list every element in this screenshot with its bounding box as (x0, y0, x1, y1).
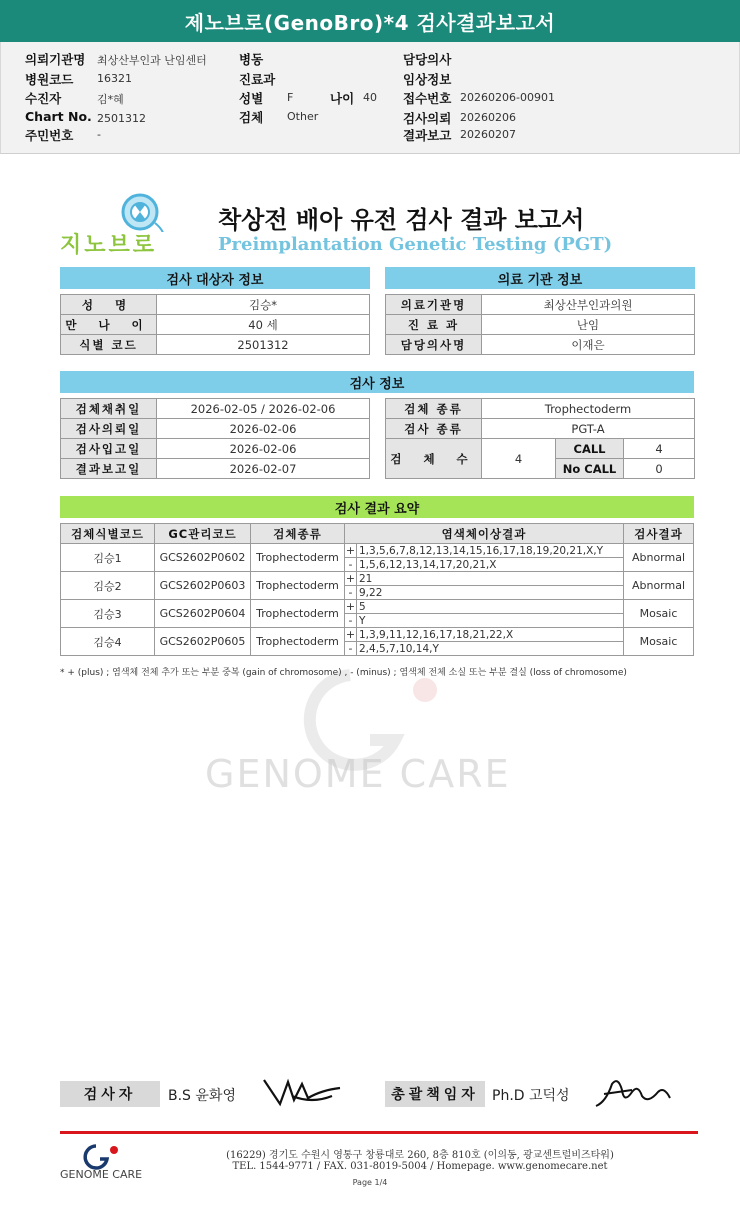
institution-info-table (385, 294, 695, 355)
ward-label: 병동 (239, 52, 264, 67)
count-row-call (386, 439, 695, 459)
footer-divider (60, 1131, 698, 1134)
institution-value: 최상산부인과 난임센터 (97, 54, 207, 67)
subject-info-heading: 검사 대상자 정보 (60, 267, 370, 289)
page-number: Page 1/4 (352, 1178, 388, 1187)
subject-age-value: 40 세 (157, 315, 370, 335)
result-cell: Abnormal (624, 572, 694, 600)
specimen-value: Other (287, 110, 319, 123)
subject-id-value: 2501312 (157, 335, 370, 355)
call-label: CALL (556, 439, 624, 459)
specimen-type-cell: Trophectoderm (251, 572, 345, 600)
institution-doctor-row (386, 335, 695, 355)
gc-code-cell: GCS2602P0604 (155, 600, 251, 628)
subject-name-row (61, 295, 370, 315)
minus-sign: - (345, 586, 357, 600)
specimen-type-cell: Trophectoderm (251, 628, 345, 656)
director-signature-icon (592, 1074, 674, 1110)
result-cell: Mosaic (624, 600, 694, 628)
tester-label: 검사자 (60, 1081, 160, 1107)
examinee-label: 수진자 (25, 91, 62, 106)
footer-contact: TEL. 1544-9771 / FAX. 031-8019-5004 / Homepage. www.genomecare.net (232, 1161, 608, 1172)
gain-chromosomes: 5 (357, 600, 624, 614)
request-value: 20260206 (460, 111, 516, 124)
plus-sign: + (345, 628, 356, 641)
institution-label: 의뢰기관명 (25, 52, 86, 67)
gain-chromosomes: 1,3,5,6,7,8,12,13,14,15,16,17,18,19,20,21,X,Y (357, 544, 624, 558)
resident-no-label: 주민번호 (25, 128, 74, 143)
director-label: 총괄책임자 (385, 1081, 485, 1107)
report-header-title: 제노브로(GenoBro)*4 검사결과보고서 (0, 0, 740, 42)
specimen-type-cell: Trophectoderm (251, 544, 345, 572)
plus-sign: + (345, 600, 356, 613)
loss-chromosomes: Y (357, 614, 624, 628)
sex-label: 성별 (239, 91, 264, 106)
result-date-row (61, 459, 370, 479)
gc-code-cell: GCS2602P0603 (155, 572, 251, 600)
test-dates-table (60, 398, 370, 479)
test-spec-table (385, 398, 695, 479)
institution-name-label: 의료기관명 (386, 295, 482, 315)
result-date-value: 2026-02-07 (157, 459, 370, 479)
gain-chromosomes: 1,3,9,11,12,16,17,18,21,22,X (357, 628, 624, 642)
test-info-heading: 검사 정보 (60, 371, 694, 393)
footer-logo-text: GENOME CARE (60, 1168, 143, 1181)
institution-doctor-value: 이재은 (482, 335, 695, 355)
receipt-date-row (61, 439, 370, 459)
chart-no-label: Chart No. (25, 109, 92, 124)
specimen-label: 검체 (239, 110, 264, 125)
minus-sign: - (345, 558, 357, 572)
sperm-logo-icon (60, 190, 180, 232)
plus-sign: + (345, 572, 356, 585)
director-name: Ph.D 고덕성 (492, 1088, 570, 1104)
minus-sign: - (345, 614, 357, 628)
sex-value: F (287, 91, 294, 104)
subject-age-row (61, 315, 370, 335)
report-date-label: 결과보고 (403, 128, 452, 143)
institution-name-value: 최상산부인과의원 (482, 295, 695, 315)
tester-name: B.S 윤화영 (168, 1088, 236, 1104)
col-karyotype: 염색체이상결과 (345, 524, 624, 544)
test-type-label: 검사 종류 (386, 419, 482, 439)
specimen-type-row (386, 399, 695, 419)
receipt-date-value: 2026-02-06 (157, 439, 370, 459)
minus-sign: - (345, 642, 357, 656)
result-cell: Mosaic (624, 628, 694, 656)
col-gc-code: GC관리코드 (155, 524, 251, 544)
chart-no-value: 2501312 (97, 112, 146, 125)
receipt-date-label: 검사입고일 (61, 439, 157, 459)
report-title-korean: 착상전 배아 유전 검사 결과 보고서 (218, 206, 585, 234)
table-row (61, 544, 694, 558)
nocall-label: No CALL (556, 459, 624, 479)
table-row (61, 600, 694, 614)
table-row (61, 572, 694, 586)
hospital-code-label: 병원코드 (25, 72, 74, 87)
request-label: 검사의뢰 (403, 111, 452, 126)
loss-chromosomes: 9,22 (357, 586, 624, 600)
patient-info-panel (0, 42, 740, 154)
hospital-code-value: 16321 (97, 72, 132, 85)
call-value: 4 (624, 439, 695, 459)
loss-chromosomes: 1,5,6,12,13,14,17,20,21,X (357, 558, 624, 572)
specimen-type-value: Trophectoderm (482, 399, 695, 419)
footer-address: (16229) 경기도 수원시 영통구 창룡대로 260, 8층 810호 (이의동, 광교센트럴비즈타워) (226, 1150, 614, 1161)
institution-doctor-label: 담당의사명 (386, 335, 482, 355)
institution-dept-row (386, 315, 695, 335)
resident-no-value: - (97, 128, 101, 141)
summary-heading: 검사 결과 요약 (60, 496, 694, 518)
tester-signature-icon (262, 1074, 344, 1110)
watermark-text: GENOME CARE (205, 752, 511, 796)
legend-footnote: * + (plus) ; 염색체 전체 추가 또는 부분 중복 (gain of chromosome) , - (minus) ; 염색체 전체 소실 또는 부분 결실 (loss of chromosome) (60, 668, 627, 678)
col-sample-id: 검체식별코드 (61, 524, 155, 544)
subject-name-value: 김승* (157, 295, 370, 315)
result-date-label: 결과보고일 (61, 459, 157, 479)
logo-text: 지노브로 (60, 233, 158, 258)
specimen-count-label: 검 체 수 (386, 439, 482, 479)
test-type-value: PGT-A (482, 419, 695, 439)
sample-id-cell: 김승1 (61, 544, 155, 572)
plus-sign: + (345, 544, 356, 557)
col-result: 검사결과 (624, 524, 694, 544)
gc-code-cell: GCS2602P0602 (155, 544, 251, 572)
collection-date-value: 2026-02-05 / 2026-02-06 (157, 399, 370, 419)
specimen-type-label: 검체 종류 (386, 399, 482, 419)
report-title-english: Preimplantation Genetic Testing (PGT) (218, 234, 613, 255)
age-value: 40 (363, 91, 377, 104)
clinical-label: 임상정보 (403, 72, 452, 87)
sample-id-cell: 김승2 (61, 572, 155, 600)
report-date-value: 20260207 (460, 128, 516, 141)
institution-dept-value: 난임 (482, 315, 695, 335)
summary-table (60, 523, 694, 656)
receipt-value: 20260206-00901 (460, 91, 555, 104)
gain-chromosomes: 21 (357, 572, 624, 586)
institution-dept-label: 진 료 과 (386, 315, 482, 335)
specimen-type-cell: Trophectoderm (251, 600, 345, 628)
test-type-row (386, 419, 695, 439)
institution-info-heading: 의료 기관 정보 (385, 267, 695, 289)
subject-info-table (60, 294, 370, 355)
doctor-label: 담당의사 (403, 52, 452, 67)
loss-chromosomes: 2,4,5,7,10,14,Y (357, 642, 624, 656)
request-date-value: 2026-02-06 (157, 419, 370, 439)
table-row (61, 628, 694, 642)
collection-date-row (61, 399, 370, 419)
age-label: 나이 (330, 91, 355, 106)
genobro-logo (60, 190, 180, 258)
subject-id-row (61, 335, 370, 355)
subject-age-label: 만 나 이 (61, 315, 157, 335)
institution-name-row (386, 295, 695, 315)
summary-header-row (61, 524, 694, 544)
request-date-row (61, 419, 370, 439)
specimen-count-value: 4 (482, 439, 556, 479)
request-date-label: 검사의뢰일 (61, 419, 157, 439)
subject-name-label: 성 명 (61, 295, 157, 315)
examinee-value: 김*혜 (97, 93, 124, 106)
subject-id-label: 식별 코드 (61, 335, 157, 355)
nocall-value: 0 (624, 459, 695, 479)
sample-id-cell: 김승4 (61, 628, 155, 656)
receipt-label: 접수번호 (403, 91, 452, 106)
result-cell: Abnormal (624, 544, 694, 572)
gc-code-cell: GCS2602P0605 (155, 628, 251, 656)
dept-label: 진료과 (239, 72, 276, 87)
sample-id-cell: 김승3 (61, 600, 155, 628)
collection-date-label: 검체채취일 (61, 399, 157, 419)
col-specimen-type: 검체종류 (251, 524, 345, 544)
